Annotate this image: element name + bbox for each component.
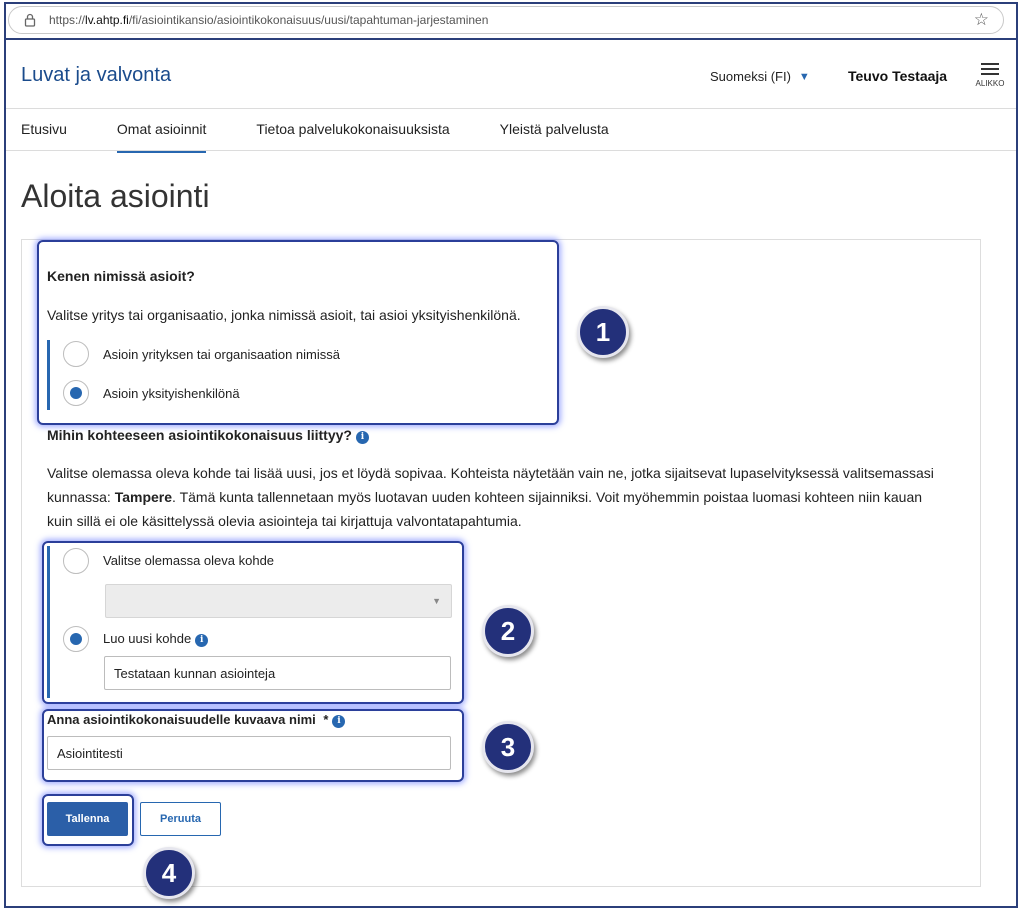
radio-existing-target[interactable] xyxy=(63,548,89,574)
radio-organisation-label[interactable]: Asioin yrityksen tai organisaation nimissä xyxy=(103,347,340,362)
section2-help-line2 xyxy=(47,485,977,509)
radio-new-target[interactable] xyxy=(63,626,89,652)
new-target-input[interactable] xyxy=(104,656,451,690)
section2-help xyxy=(47,461,977,533)
app-title[interactable]: Luvat ja valvonta xyxy=(21,64,172,86)
url-text: https://lv.ahtp.fi/fi/asiointikansio/asiointikokonaisuus/uusi/tapahtuman-jarjestaminen xyxy=(49,13,489,27)
section2-question xyxy=(47,427,369,444)
municipality-name: Tampere xyxy=(114,489,173,505)
header-divider xyxy=(6,108,1016,109)
caret-down-icon: ▼ xyxy=(432,596,441,606)
callout-badge-2: 2 xyxy=(482,605,534,657)
tab-tietoa-palvelukokonaisuuksista[interactable]: Tietoa palvelukokonaisuuksista xyxy=(256,121,450,137)
page-title: Aloita asiointi xyxy=(21,178,210,214)
section1-question: Kenen nimissä asioit? xyxy=(47,268,195,284)
name-field-label-text: Anna asiointikokonaisuudelle kuvaava nimi xyxy=(47,712,316,727)
radio-group-indicator xyxy=(47,340,50,410)
tab-yleista-palvelusta[interactable]: Yleistä palvelusta xyxy=(499,121,609,137)
menu-button[interactable] xyxy=(975,60,1005,88)
tab-etusivu[interactable]: Etusivu xyxy=(21,121,67,137)
name-field-label xyxy=(47,712,345,728)
address-bar[interactable] xyxy=(8,6,1004,34)
lock-icon xyxy=(23,13,37,27)
required-mark: * xyxy=(323,712,329,727)
target-radio-group-indicator xyxy=(47,546,50,698)
chevron-down-icon: ▼ xyxy=(798,70,810,83)
cancel-button[interactable]: Peruuta xyxy=(140,802,221,836)
star-icon[interactable]: ☆ xyxy=(973,10,989,29)
save-button[interactable]: Tallenna xyxy=(47,802,128,836)
callout-badge-4: 4 xyxy=(143,847,195,899)
section1-help: Valitse yritys tai organisaatio, jonka nimissä asioit, tai asioi yksityishenkilönä. xyxy=(47,307,521,323)
radio-private-person-label[interactable]: Asioin yksityishenkilönä xyxy=(103,386,240,401)
address-bar-divider xyxy=(6,38,1016,40)
info-icon[interactable]: i xyxy=(195,634,208,647)
language-label: Suomeksi (FI) xyxy=(710,69,791,84)
menu-label: ALIKKO xyxy=(975,79,1005,88)
callout-badge-3: 3 xyxy=(482,721,534,773)
hamburger-menu-icon xyxy=(975,63,1005,75)
language-selector[interactable] xyxy=(710,69,810,84)
section2-help-line1: Valitse olemassa oleva kohde tai lisää uusi, jos et löydä sopivaa. Kohteista näytetään vain ne, jotka sijaitsevat lupaselvityksessä valitsemassasi xyxy=(47,465,934,481)
nav-divider xyxy=(6,150,1016,151)
section2-question-text: Mihin kohteeseen asiointikokonaisuus liittyy? xyxy=(47,427,352,443)
callout-badge-1: 1 xyxy=(577,306,629,358)
radio-new-target-text: Luo uusi kohde xyxy=(103,631,192,646)
info-icon[interactable]: i xyxy=(356,431,369,444)
radio-existing-target-label[interactable]: Valitse olemassa oleva kohde xyxy=(103,553,275,568)
main-nav xyxy=(21,121,659,153)
tab-omat-asioinnit[interactable]: Omat asioinnit xyxy=(117,121,206,153)
radio-private-person[interactable] xyxy=(63,380,89,406)
help-line2-start: kunnassa: xyxy=(47,489,115,505)
user-name[interactable]: Teuvo Testaaja xyxy=(848,68,948,84)
radio-organisation[interactable] xyxy=(63,341,89,367)
section2-help-line3: kuin sillä ei ole käsittelyssä olevia asiointeja tai kirjattuja valvontatapahtumia. xyxy=(47,513,522,529)
name-input[interactable] xyxy=(47,736,451,770)
info-icon[interactable]: i xyxy=(332,715,345,728)
existing-target-select[interactable] xyxy=(105,584,452,618)
radio-new-target-label[interactable] xyxy=(103,631,208,647)
help-line2-end: . Tämä kunta tallennetaan myös luotavan uuden kohteen sijainniksi. Voit myöhemmin poistaa luomasi kohteen niin kauan xyxy=(172,489,923,505)
